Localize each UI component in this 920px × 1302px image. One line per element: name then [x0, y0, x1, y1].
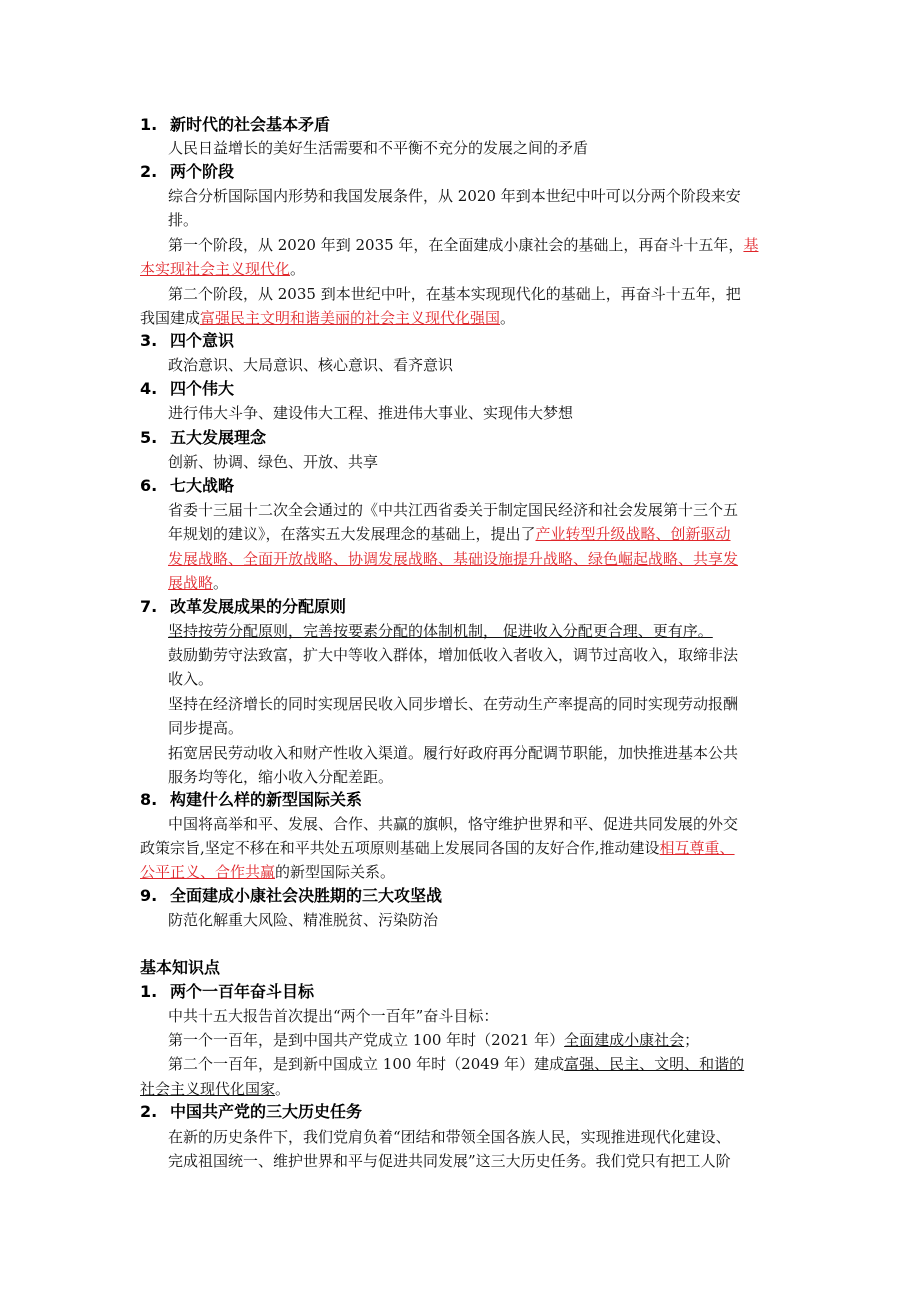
item-7-line5: 同步提高。 — [168, 719, 244, 737]
basic-1-line4: 社会主义现代化国家。 — [140, 1080, 291, 1098]
basic-1-heading: 1. 两个一百年奋斗目标 — [140, 982, 315, 1001]
item-7-line6: 拓宽居民劳动收入和财产性收入渠道。履行好政府再分配调节职能，加快推进基本公共 — [168, 744, 739, 762]
item-6-line4: 展战略。 — [168, 574, 229, 592]
item-5-body: 创新、协调、绿色、开放、共享 — [168, 453, 379, 471]
item-6-line1: 省委十三届十二次全会通过的《中共江西省委关于制定国民经济和社会发展第十三个五 — [168, 501, 739, 519]
item-9-body: 防范化解重大风险、精准脱贫、污染防治 — [168, 911, 439, 929]
item-9-heading: 9. 全面建成小康社会决胜期的三大攻坚战 — [140, 886, 443, 905]
basic-1-line2: 第一个一百年，是到中国共产党成立 100 年时（2021 年）全面建成小康社会； — [168, 1031, 700, 1049]
item-8-line2: 政策宗旨,坚定不移在和平共处五项原则基础上发展同各国的友好合作,推动建设相互尊重、 — [140, 839, 735, 857]
basic-2-line2: 完成祖国统一、维护世界和平与促进共同发展”这三大历史任务。我们党只有把工人阶 — [168, 1152, 731, 1170]
item-6-line3: 发展战略、全面开放战略、协调发展战略、基础设施提升战略、绿色崛起战略、共享发 — [168, 550, 739, 568]
item-7-line3: 收入。 — [168, 670, 214, 688]
item-2-p1-line2: 排。 — [168, 211, 199, 229]
item-3-heading: 3. 四个意识 — [140, 331, 235, 350]
item-2-p2-line1: 第一个阶段，从 2020 年到 2035 年，在全面建成小康社会的基础上，再奋斗十五年，基 — [168, 236, 759, 254]
item-4-heading: 4. 四个伟大 — [140, 379, 235, 398]
item-7-heading: 7. 改革发展成果的分配原则 — [140, 597, 347, 616]
item-2-p1-line1: 综合分析国际国内形势和我国发展条件，从 2020 年到本世纪中叶可以分两个阶段来安 — [168, 187, 741, 205]
item-8-heading: 8. 构建什么样的新型国际关系 — [140, 790, 363, 809]
item-7-line2: 鼓励勤劳守法致富，扩大中等收入群体，增加低收入者收入，调节过高收入，取缔非法 — [168, 646, 739, 664]
item-6-line2: 年规划的建议》，在落实五大发展理念的基础上，提出了产业转型升级战略、创新驱动 — [168, 525, 731, 543]
section-title: 基本知识点 — [140, 958, 221, 977]
item-5-heading: 5. 五大发展理念 — [140, 428, 267, 447]
item-6-heading: 6. 七大战略 — [140, 476, 235, 495]
item-8-line3: 公平正义、合作共赢的新型国际关系。 — [140, 863, 396, 881]
item-2-p2-line2: 本实现社会主义现代化。 — [140, 260, 306, 278]
item-1-body: 人民日益增长的美好生活需要和不平衡不充分的发展之间的矛盾 — [168, 139, 589, 157]
item-3-body: 政治意识、大局意识、核心意识、看齐意识 — [168, 356, 454, 374]
item-2-p3-line2: 我国建成富强民主文明和谐美丽的社会主义现代化强国。 — [140, 309, 516, 327]
item-7-line1: 坚持按劳分配原则，完善按要素分配的体制机制， 促进收入分配更合理、更有序。 — [168, 622, 713, 640]
basic-1-line1: 中共十五大报告首次提出“两个一百年”奋斗目标： — [168, 1007, 499, 1025]
item-2-heading: 2. 两个阶段 — [140, 162, 235, 181]
basic-1-line3: 第二个一百年，是到新中国成立 100 年时（2049 年）建成富强、民主、文明、和谐的 — [168, 1055, 745, 1073]
item-4-body: 进行伟大斗争、建设伟大工程、推进伟大事业、实现伟大梦想 — [168, 404, 574, 422]
item-8-line1: 中国将高举和平、发展、合作、共赢的旗帜，恪守维护世界和平、促进共同发展的外交 — [168, 815, 739, 833]
item-7-line4: 坚持在经济增长的同时实现居民收入同步增长、在劳动生产率提高的同时实现劳动报酬 — [168, 695, 739, 713]
basic-2-heading: 2. 中国共产党的三大历史任务 — [140, 1102, 363, 1121]
item-1-heading: 1. 新时代的社会基本矛盾 — [140, 115, 331, 134]
basic-2-line1: 在新的历史条件下，我们党肩负着“团结和带领全国各族人民，实现推进现代化建设、 — [168, 1128, 731, 1146]
item-7-line7: 服务均等化，缩小收入分配差距。 — [168, 768, 394, 786]
item-2-p3-line1: 第二个阶段，从 2035 到本世纪中叶，在基本实现现代化的基础上，再奋斗十五年，把 — [168, 285, 741, 303]
